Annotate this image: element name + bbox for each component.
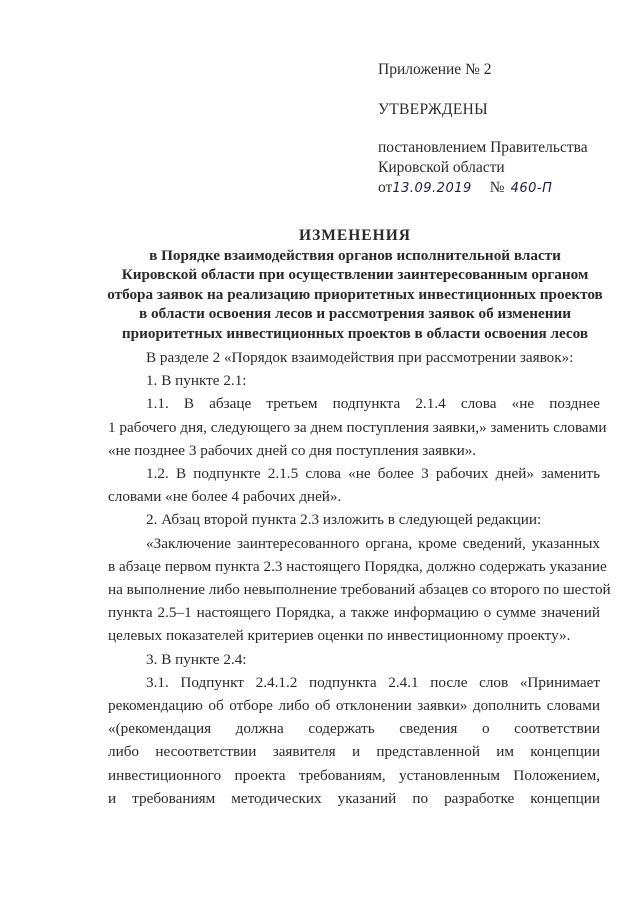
approved-label: УТВЕРЖДЕНЫ [378,101,488,118]
decree-line-2: Кировской области [378,159,505,176]
decree-date-line [378,178,618,199]
body-line: 1. В пункте 2.1: [146,372,247,390]
title-line: приоритетных инвестиционных проектов в области освоения лесов [121,324,589,342]
body-line: словами «не более 4 рабочих дней». [108,488,342,506]
title-line: в Порядке взаимодействия органов исполнительной власти [149,246,561,264]
body-line: 1.1. В абзаце третьем подпункта 2.1.4 слова «не позднее [146,395,600,413]
date-prefix: от [378,179,393,196]
approval-block [378,60,618,199]
body-line: инвестиционного проекта требованиям, установленным Положением, [108,766,600,784]
handwritten-date: 13.09.2019 [392,181,472,196]
body-line: «(рекомендация должна содержать сведения о соответствии [108,720,600,738]
document-title [100,226,610,343]
body-line: 3.1. Подпункт 2.4.1.2 подпункта 2.4.1 после слов «Принимает [146,673,600,691]
number-sign: № [489,179,505,196]
decree-line-1: постановлением Правительства [378,139,588,156]
title-line: отбора заявок на реализацию приоритетных инвестиционных проектов [107,285,603,303]
body-line: пункта 2.5–1 настоящего Порядка, а также информацию о сумме значений [108,604,600,622]
body-line: 1.2. В подпункте 2.1.5 слова «не более 3 рабочих дней» заменить [146,465,600,483]
document-body [108,346,611,810]
body-line: 3. В пункте 2.4: [146,650,247,668]
title-main: ИЗМЕНЕНИЯ [299,227,411,244]
body-line: «Заключение заинтересованного органа, кроме сведений, указанных [146,534,600,552]
body-line: 2. Абзац второй пункта 2.3 изложить в следующей редакции: [146,511,542,529]
body-line: В разделе 2 «Порядок взаимодействия при рассмотрении заявок»: [146,349,574,366]
body-line: либо несоответствии заявителя и представленной им концепции [108,743,600,761]
body-line: «не позднее 3 рабочих дней со дня поступления заявки». [108,441,477,459]
appendix-label: Приложение № 2 [378,61,492,78]
body-line: 1 рабочего дня, следующего за днем поступления заявки,» заменить словами [108,418,607,436]
title-line: в области освоения лесов и рассмотрения заявок об изменении [139,305,571,322]
body-line: рекомендацию об отборе либо об отклонении заявки» дополнить словами [108,697,600,715]
body-line: на выполнение либо невыполнение требований абзацев со второго по шестой [108,581,611,599]
body-line: в абзаце первом пункта 2.3 настоящего Порядка, должно содержать указание [108,557,607,575]
handwritten-number: 460-П [510,181,553,196]
title-line: Кировской области при осуществлении заинтересованным органом [121,266,589,283]
body-line: целевых показателей критериев оценки по инвестиционному проекту». [108,627,571,645]
body-line: и требованиям методических указаний по разработке концепции [108,789,600,807]
